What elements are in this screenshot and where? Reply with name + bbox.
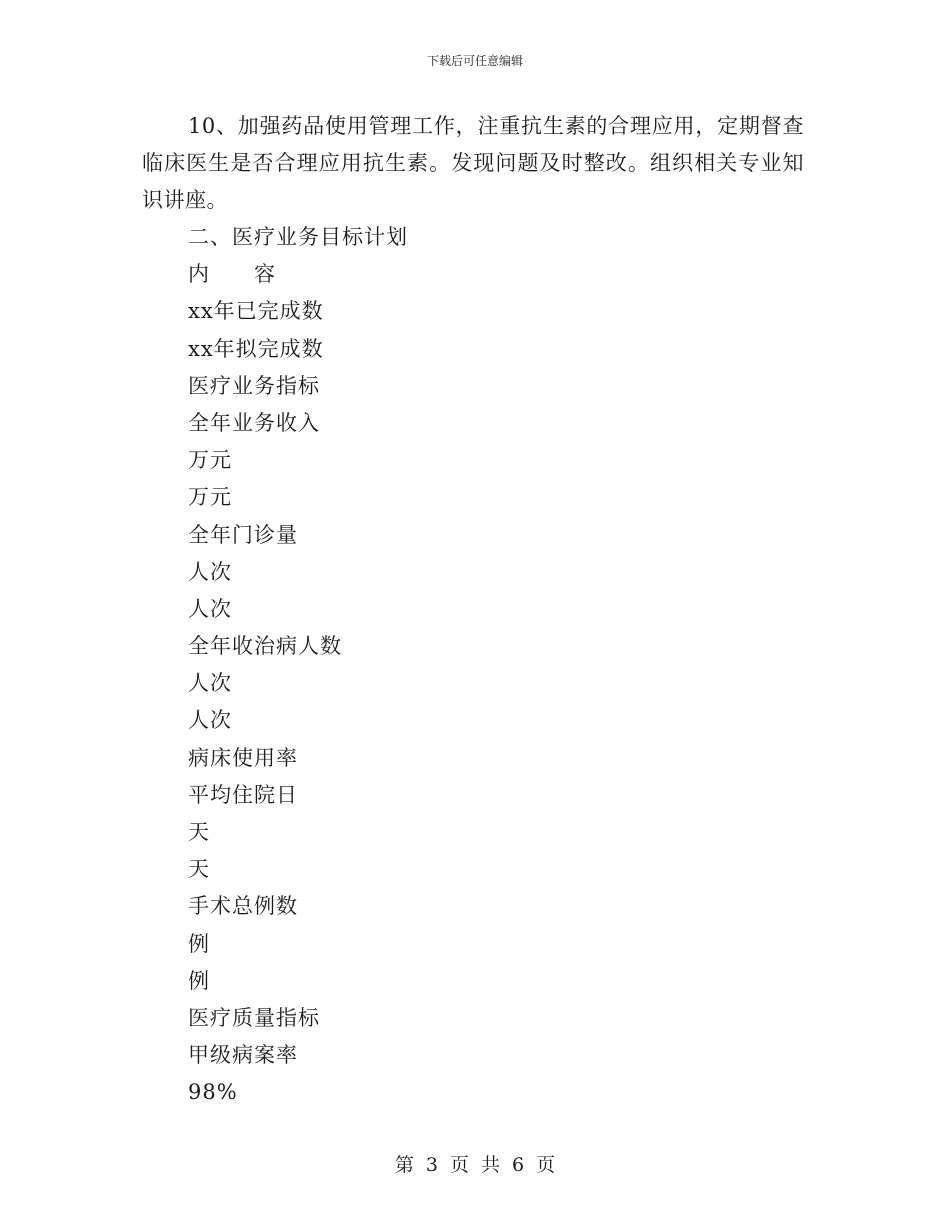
- content-line: 全年业务收入: [188, 410, 320, 435]
- content-line: 全年门诊量: [188, 522, 298, 547]
- content-line: 人次: [188, 708, 232, 733]
- content-line: 医疗业务指标: [188, 373, 320, 398]
- content-line: xx年已完成数: [188, 299, 324, 324]
- content-line: 98%: [188, 1080, 238, 1105]
- content-line: 医疗质量指标: [188, 1005, 320, 1030]
- content-line: 甲级病案率: [188, 1043, 298, 1068]
- page-header-note: 下载后可任意编辑: [426, 54, 523, 68]
- content-line: 人次: [188, 596, 232, 621]
- content-line: 天: [188, 857, 210, 882]
- content-line: 手术总例数: [188, 894, 298, 919]
- content-line: 病床使用率: [188, 745, 298, 770]
- content-line: 人次: [188, 671, 232, 696]
- content-line: 人次: [188, 559, 232, 584]
- body-paragraph: 10、加强药品使用管理工作，注重抗生素的合理应用，定期督查临床医生是否合理应用抗生素。发现问题及时整改。组织相关专业知识讲座。: [142, 114, 804, 212]
- content-line: 全年收治病人数: [188, 634, 342, 659]
- content-line: 平均住院日: [188, 782, 298, 807]
- content-line: 例: [188, 968, 210, 993]
- section-heading: 二、医疗业务目标计划: [188, 225, 408, 249]
- content-line: xx年拟完成数: [188, 336, 324, 361]
- content-line: 例: [188, 931, 210, 956]
- page-number-footer: 第 3 页 共 6 页: [394, 1154, 556, 1176]
- content-line: 万元: [188, 448, 232, 473]
- content-line: 万元: [188, 485, 232, 510]
- content-line: 天: [188, 820, 210, 844]
- content-line: 内 容: [188, 262, 276, 287]
- content-line-list: [188, 219, 408, 1112]
